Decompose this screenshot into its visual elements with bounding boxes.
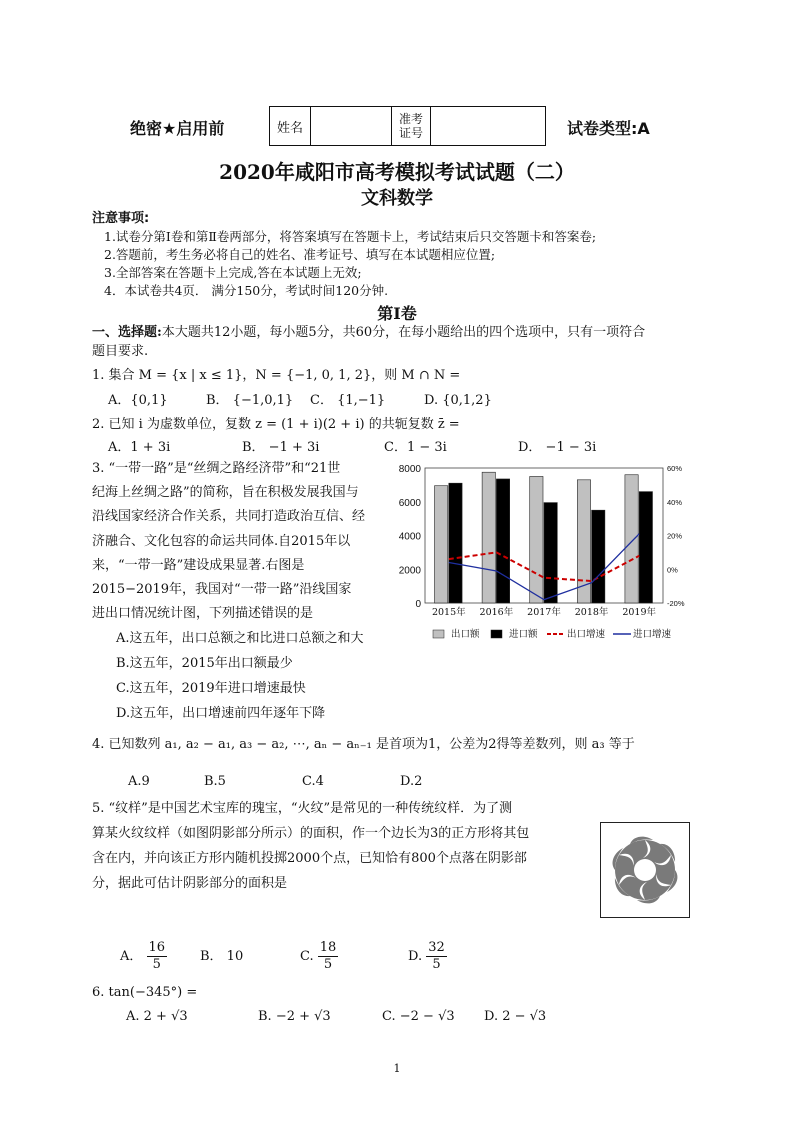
paper-type-label: 试卷类型:A	[567, 119, 650, 138]
q5-option-d-fraction	[426, 940, 447, 973]
q3-line: 2015−2019年，我国对“一带一路”沿线国家	[92, 582, 352, 597]
q6-option-c[interactable]: C. −2 − √3	[382, 1009, 455, 1024]
legend-label: 进口额	[509, 629, 538, 640]
legend-swatch	[433, 630, 444, 638]
q6-option-b[interactable]: B. −2 + √3	[258, 1009, 331, 1024]
q5-line: 算某火纹纹样（如图阴影部分所示）的面积，作一个边长为3的正方形将其包	[92, 826, 530, 841]
q2-option-d[interactable]: D． −1 − 3i	[518, 440, 597, 455]
q1-option-c[interactable]: C． {1,−1}	[310, 393, 386, 408]
q5-option-a-fraction	[147, 940, 168, 973]
y2-tick-label: 20%	[667, 531, 683, 541]
q4-option-d[interactable]: D.2	[400, 774, 423, 789]
q5-line: 分，据此可估计阴影部分的面积是	[92, 876, 288, 891]
q3-line: 沿线国家经济合作关系，共同打造政治互信、经	[92, 509, 366, 524]
x-tick-label: 2017年	[527, 607, 561, 618]
exam-header	[130, 106, 690, 146]
x-tick-label: 2019年	[622, 607, 657, 618]
q5-option-a-label: A．	[120, 949, 143, 964]
q3-line: 来，“一带一路”建设成果显著.右图是	[92, 558, 305, 573]
part1-intro	[92, 324, 645, 342]
trade-chart	[395, 460, 695, 650]
legend-label: 出口额	[451, 629, 480, 640]
y-tick-label: 6000	[398, 497, 421, 509]
q5-option-c-den: 5	[323, 957, 333, 972]
bar-import	[496, 479, 509, 603]
q2-stem: 2. 已知 i 为虚数单位，复数 z = (1 + i)(2 + i) 的共轭复数 z̄ =	[92, 417, 460, 432]
q5-option-a-num: 16	[148, 940, 166, 955]
q5-option-d-label: D.	[408, 949, 423, 964]
bar-export	[482, 472, 495, 603]
q1-stem: 1. 集合 M = {x | x ≤ 1}，N = {−1, 0, 1, 2}，则 M ∩ N =	[92, 368, 461, 383]
q4-option-b[interactable]: B.5	[204, 774, 226, 789]
q5-option-a[interactable]	[120, 940, 167, 973]
q3-option-a[interactable]: A.这五年，出口总额之和比进口总额之和大	[116, 631, 364, 646]
y2-tick-label: 0%	[667, 565, 678, 575]
q2-option-a[interactable]: A．1 + 3i	[108, 440, 171, 455]
q1-option-b[interactable]: B． {−1,0,1}	[206, 393, 294, 408]
y-tick-label: 4000	[398, 531, 421, 543]
x-tick-label: 2015年	[431, 607, 466, 618]
q3-line: 3. “一带一路”是“丝绸之路经济带”和“21世	[92, 461, 341, 476]
exam-title: 2020年咸阳市高考模拟考试试题（二）	[219, 160, 575, 184]
ticket-label: 准考证号	[392, 107, 431, 145]
candidate-info-box	[269, 106, 546, 146]
legend-swatch	[491, 630, 502, 638]
y2-tick-label: 60%	[667, 464, 683, 473]
name-field[interactable]	[311, 107, 392, 145]
secret-label: 绝密★启用前	[130, 119, 225, 138]
q4-stem: 4. 已知数列 a₁, a₂ − a₁, a₃ − a₂, ⋯, aₙ − aₙ₋₁ 是首项为1，公差为2得等差数列，则 a₃ 等于	[92, 737, 635, 752]
q5-option-c-fraction	[318, 940, 339, 973]
q5-option-d[interactable]	[408, 940, 447, 973]
y-tick-label: 2000	[398, 565, 421, 577]
q3-option-d[interactable]: D.这五年，出口增速前四年逐年下降	[116, 706, 326, 721]
exam-subject: 文科数学	[361, 188, 433, 209]
q3-option-c[interactable]: C.这五年，2019年进口增速最快	[116, 681, 306, 696]
q1-option-a[interactable]: A．{0,1}	[108, 393, 168, 408]
legend-label: 出口增速	[567, 629, 606, 640]
q6-option-a[interactable]: A. 2 + √3	[126, 1009, 188, 1024]
note-item: 1.试卷分第Ⅰ卷和第Ⅱ卷两部分，将答案填写在答题卡上，考试结束后只交答题卡和答案卷;	[104, 229, 597, 244]
bar-export	[577, 480, 590, 603]
q5-line: 含在内，并向该正方形内随机投掷2000个点，已知恰有800个点落在阴影部	[92, 851, 527, 866]
legend-label: 进口增速	[633, 629, 672, 640]
y-tick-label: 0	[415, 599, 421, 610]
bar-import	[544, 503, 557, 603]
y-tick-label: 8000	[398, 464, 421, 475]
q3-option-b[interactable]: B.这五年，2015年出口额最少	[116, 656, 293, 671]
q1-option-d[interactable]: D. {0,1,2}	[424, 393, 492, 408]
fire-pattern-figure	[600, 822, 690, 918]
q5-option-d-num: 32	[428, 940, 445, 955]
y2-tick-label: -20%	[667, 599, 685, 608]
x-tick-label: 2018年	[574, 607, 609, 618]
note-item: 3.全部答案在答题卡上完成,答在本试题上无效;	[104, 265, 362, 280]
bar-export	[625, 475, 638, 603]
q5-option-c-num: 18	[319, 940, 337, 955]
q4-option-a[interactable]: A.9	[128, 774, 150, 789]
q6-option-d[interactable]: D. 2 − √3	[484, 1009, 547, 1024]
q3-line: 济融合、文化包容的命运共同体.自2015年以	[92, 534, 351, 549]
page-number: 1	[393, 1062, 401, 1075]
x-tick-label: 2016年	[479, 607, 514, 618]
q5-option-d-den: 5	[432, 957, 441, 972]
q2-option-b[interactable]: B． −1 + 3i	[242, 440, 320, 455]
notes-heading: 注意事项:	[92, 211, 150, 226]
name-label: 姓名	[270, 107, 311, 145]
y2-tick-label: 40%	[667, 497, 683, 507]
q5-option-b[interactable]: B． 10	[200, 949, 244, 964]
q4-option-c[interactable]: C.4	[302, 774, 324, 789]
bar-import	[639, 492, 652, 603]
q6-stem: 6. tan(−345°) =	[92, 985, 198, 1000]
part1-text-cont: 题目要求.	[92, 344, 149, 359]
q5-option-c[interactable]	[300, 940, 338, 973]
part1-heading: 一、选择题:	[92, 325, 162, 340]
bar-export	[435, 486, 448, 603]
bar-import	[449, 483, 462, 603]
q5-option-c-label: C.	[300, 949, 314, 964]
note-item: 2.答题前，考生务必将自己的姓名、准考证号、填写在本试题相应位置;	[104, 247, 496, 262]
bar-export	[530, 476, 543, 603]
q5-option-a-den: 5	[152, 957, 161, 972]
section-title: 第Ⅰ卷	[377, 304, 417, 323]
part1-text: 本大题共12小题，每小题5分，共60分，在每小题给出的四个选项中，只有一项符合	[161, 325, 646, 340]
note-item: 4．本试卷共4页． 满分150分，考试时间120分钟.	[104, 283, 389, 298]
q3-line: 纪海上丝绸之路”的简称，旨在积极发展我国与	[92, 485, 359, 500]
bar-import	[592, 510, 605, 603]
ticket-field[interactable]	[431, 107, 545, 145]
q2-option-c[interactable]: C．1 − 3i	[384, 440, 447, 455]
q3-line: 进出口情况统计图，下列描述错误的是	[92, 606, 314, 621]
q5-line: 5. “纹样”是中国艺术宝库的瑰宝，“火纹”是常见的一种传统纹样．为了测	[92, 801, 513, 816]
